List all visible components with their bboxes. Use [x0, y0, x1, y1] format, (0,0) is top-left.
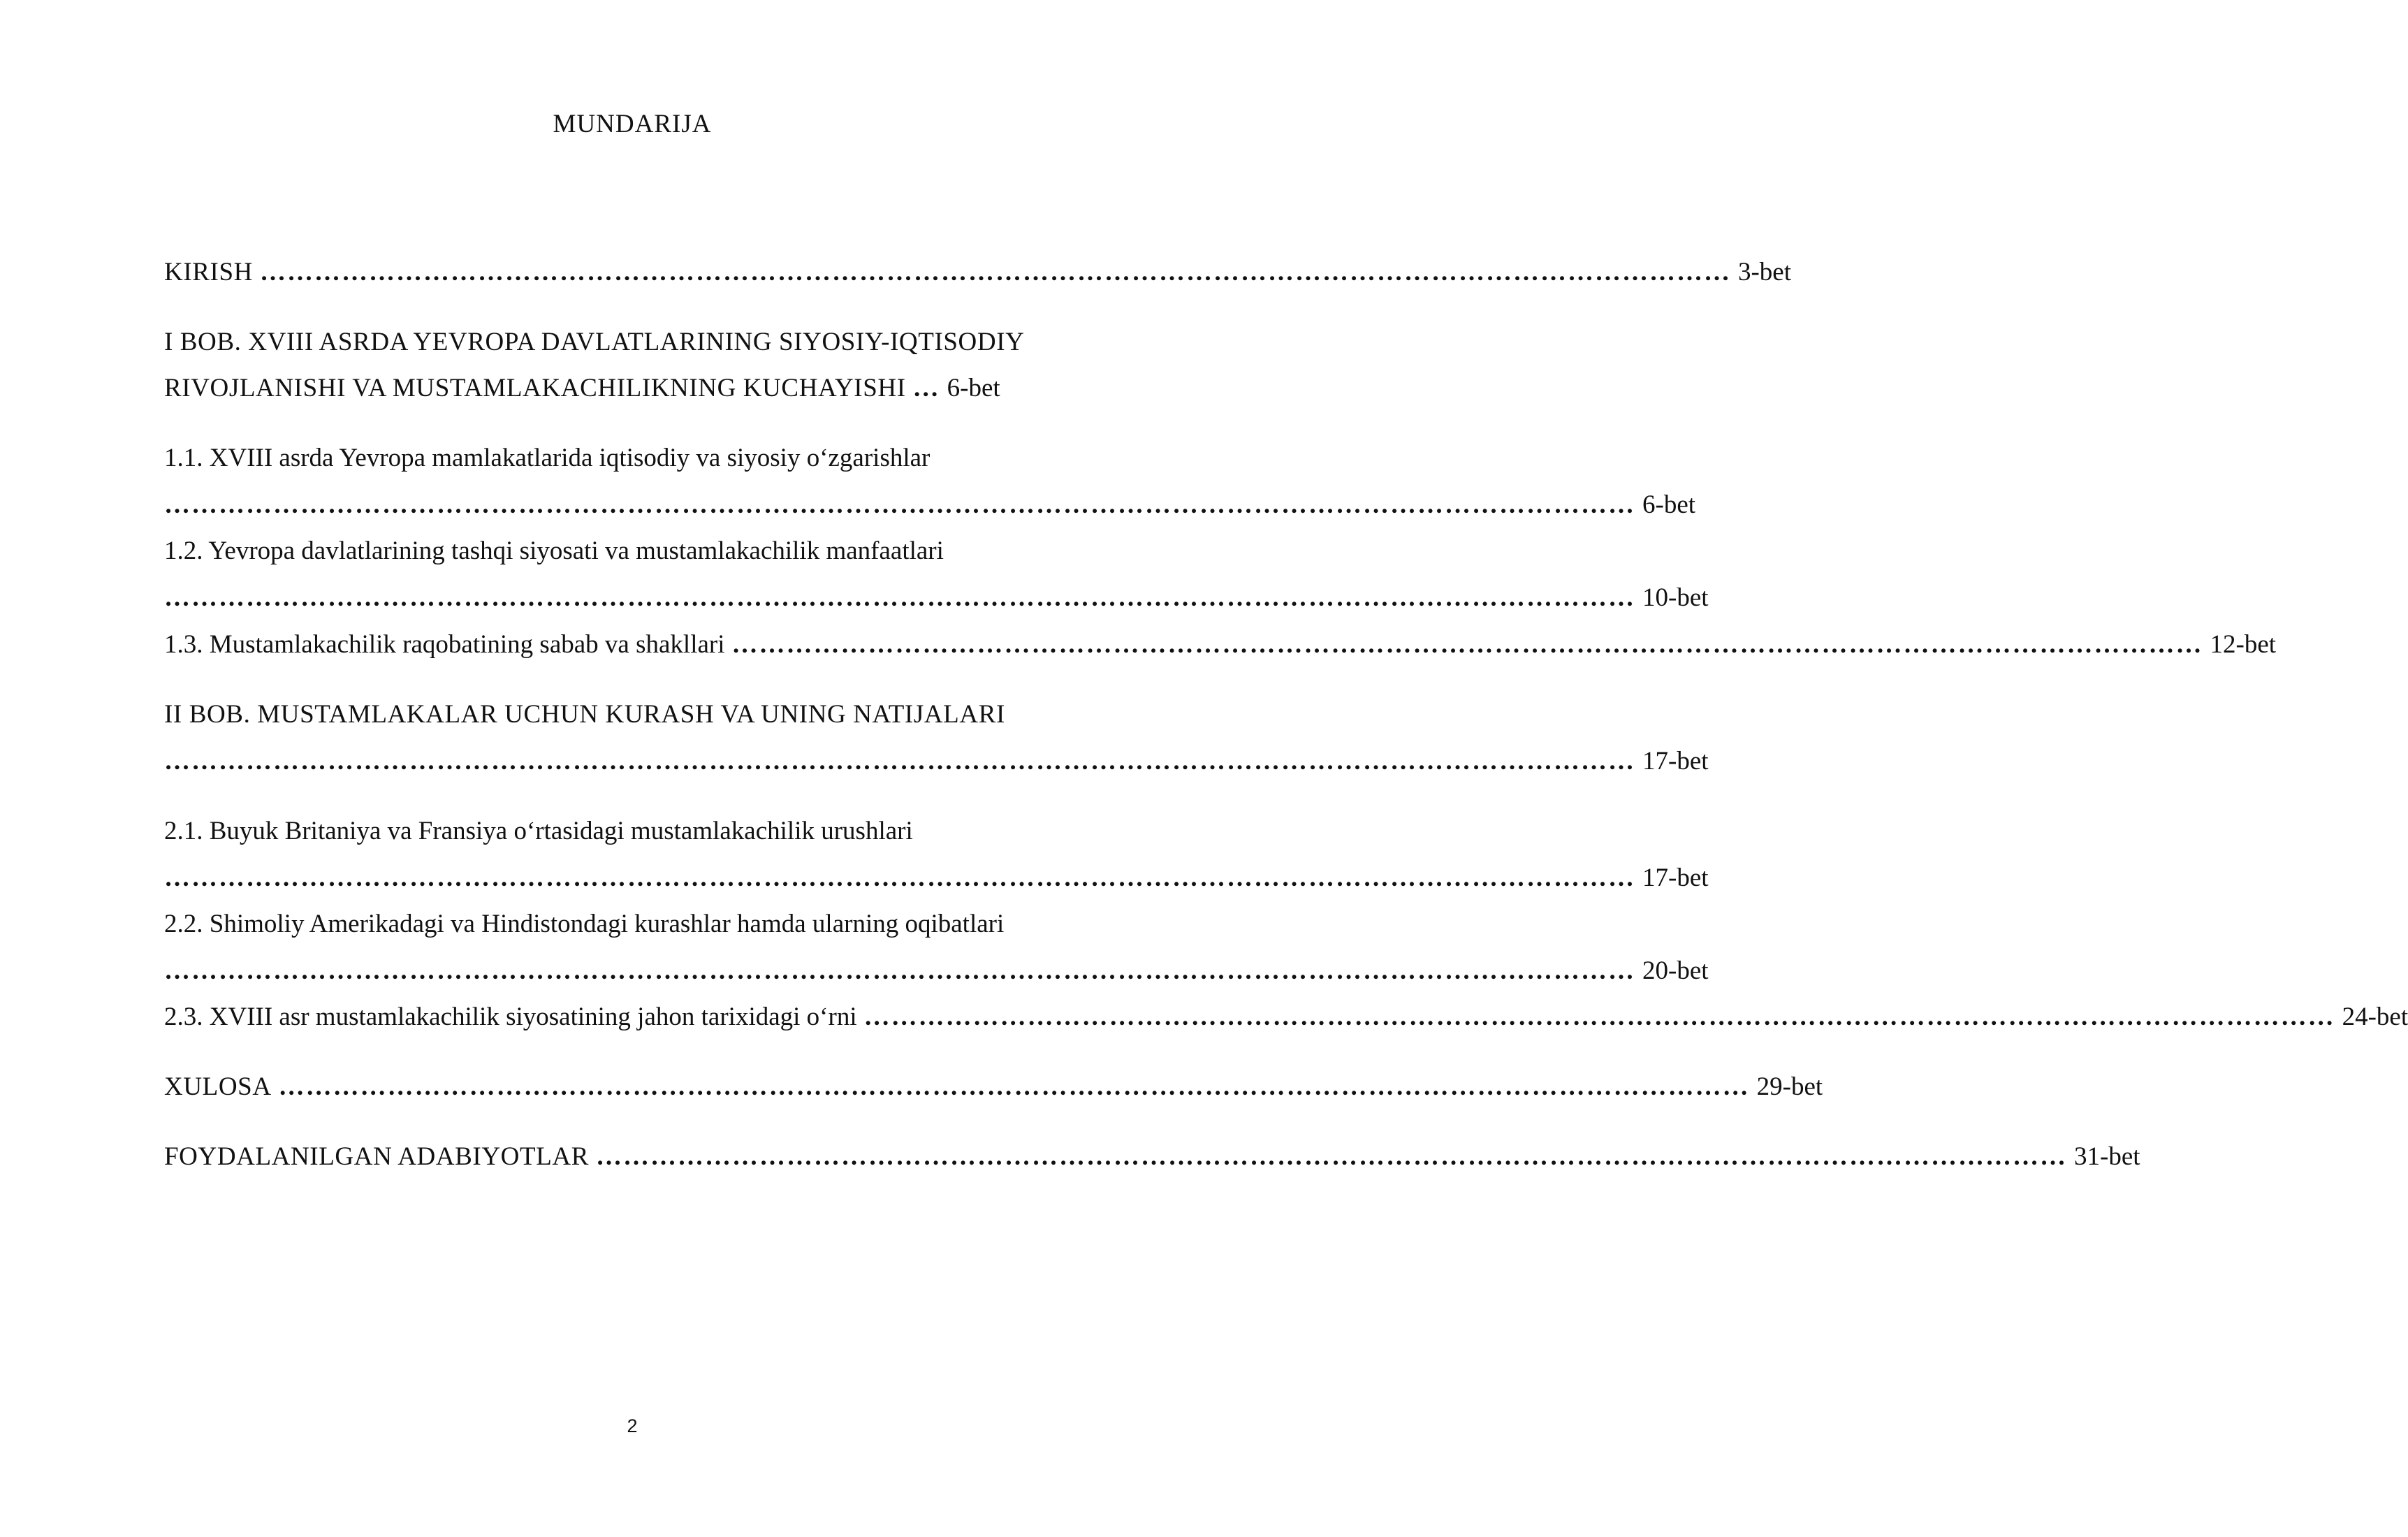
- toc-entry-1-2[interactable]: [164, 533, 1100, 569]
- dot-leader: ………………………………………………………………………………………………………………………………………………: [863, 1003, 2335, 1031]
- toc-page-ref: 6-bet: [947, 374, 1000, 402]
- toc-entry-adabiyotlar[interactable]: [164, 1139, 2140, 1175]
- toc-entry-bob2[interactable]: [164, 697, 1100, 733]
- dot-leader: ………………………………………………………………………………………………………………………………………………: [164, 747, 1635, 775]
- toc-entry-kirish[interactable]: [164, 254, 1791, 291]
- toc-entry-bob1-line1[interactable]: [164, 324, 1100, 360]
- toc-entry-label: II BOB. MUSTAMLAKALAR UCHUN KURASH VA UNING NATIJALARI: [164, 700, 1005, 729]
- toc-entry-label: 2.2. Shimoliy Amerikadagi va Hindistondagi kurashlar hamda ularning oqibatlari: [164, 910, 1005, 938]
- dot-leader: ………………………………………………………………………………………………………………………………………………: [596, 1142, 2067, 1171]
- toc-entry-1-1-leader: [164, 487, 1696, 523]
- toc-page-ref: 17-bet: [1642, 747, 1709, 775]
- toc-entry-label: FOYDALANILGAN ADABIYOTLAR: [164, 1142, 589, 1171]
- dot-leader: ………………………………………………………………………………………………………………………………………………: [278, 1072, 1750, 1101]
- toc-entry-bob2-leader: [164, 743, 1709, 780]
- toc-entry-label: RIVOJLANISHI VA MUSTAMLAKACHILIKNING KUCHAYISHI: [164, 374, 906, 402]
- page-title: MUNDARIJA: [553, 110, 712, 138]
- toc-entry-2-2[interactable]: [164, 906, 1100, 942]
- toc-entry-label: XULOSA: [164, 1072, 272, 1101]
- toc-entry-1-3[interactable]: [164, 627, 2277, 663]
- page-number: 2: [627, 1415, 638, 1436]
- toc-entry-1-1[interactable]: [164, 440, 1100, 476]
- toc-page-ref: 24-bet: [2342, 1003, 2408, 1031]
- toc-page-ref: 29-bet: [1756, 1072, 1823, 1101]
- toc-entry-1-2-leader: [164, 580, 1709, 616]
- toc-entry-label: 2.3. XVIII asr mustamlakachilik siyosatining jahon tarixidagi o‘rni: [164, 1003, 857, 1031]
- dot-leader: …: [912, 374, 940, 402]
- dot-leader: ………………………………………………………………………………………………………………………………………………: [164, 956, 1635, 985]
- toc-entry-2-2-leader: [164, 953, 1709, 989]
- dot-leader: ………………………………………………………………………………………………………………………………………………: [731, 630, 2203, 659]
- toc-entry-label: 1.3. Mustamlakachilik raqobatining sabab va shakllari: [164, 630, 725, 659]
- toc-page-ref: 17-bet: [1642, 864, 1709, 892]
- dot-leader: ………………………………………………………………………………………………………………………………………………: [164, 583, 1635, 612]
- toc-entry-label: 1.1. XVIII asrda Yevropa mamlakatlarida iqtisodiy va siyosiy o‘zgarishlar: [164, 444, 931, 472]
- toc-page-ref: 3-bet: [1737, 258, 1791, 286]
- toc-entry-label: I BOB. XVIII ASRDA YEVROPA DAVLATLARINING SIYOSIY-IQTISODIY: [164, 328, 1025, 356]
- toc-page-ref: 31-bet: [2074, 1142, 2140, 1171]
- dot-leader: ………………………………………………………………………………………………………………………………………………: [164, 490, 1635, 519]
- toc-entry-2-1-leader: [164, 860, 1709, 896]
- toc-entry-label: 2.1. Buyuk Britaniya va Fransiya o‘rtasidagi mustamlakachilik urushlari: [164, 817, 913, 845]
- dot-leader: ………………………………………………………………………………………………………………………………………………: [164, 864, 1635, 892]
- dot-leader: ………………………………………………………………………………………………………………………………………………: [259, 258, 1731, 286]
- toc-entry-bob1-line2[interactable]: [164, 370, 1100, 407]
- toc-entry-2-1[interactable]: [164, 813, 1100, 850]
- toc-page-ref: 12-bet: [2210, 630, 2277, 659]
- toc-entry-label: 1.2. Yevropa davlatlarining tashqi siyosati va mustamlakachilik manfaatlari: [164, 537, 944, 565]
- toc-page-ref: 6-bet: [1642, 490, 1696, 519]
- toc-page-ref: 20-bet: [1642, 956, 1709, 985]
- toc-entry-label: KIRISH: [164, 258, 253, 286]
- toc-entry-2-3[interactable]: [164, 999, 2408, 1035]
- toc-entry-xulosa[interactable]: [164, 1069, 1823, 1105]
- toc-page-ref: 10-bet: [1642, 583, 1709, 612]
